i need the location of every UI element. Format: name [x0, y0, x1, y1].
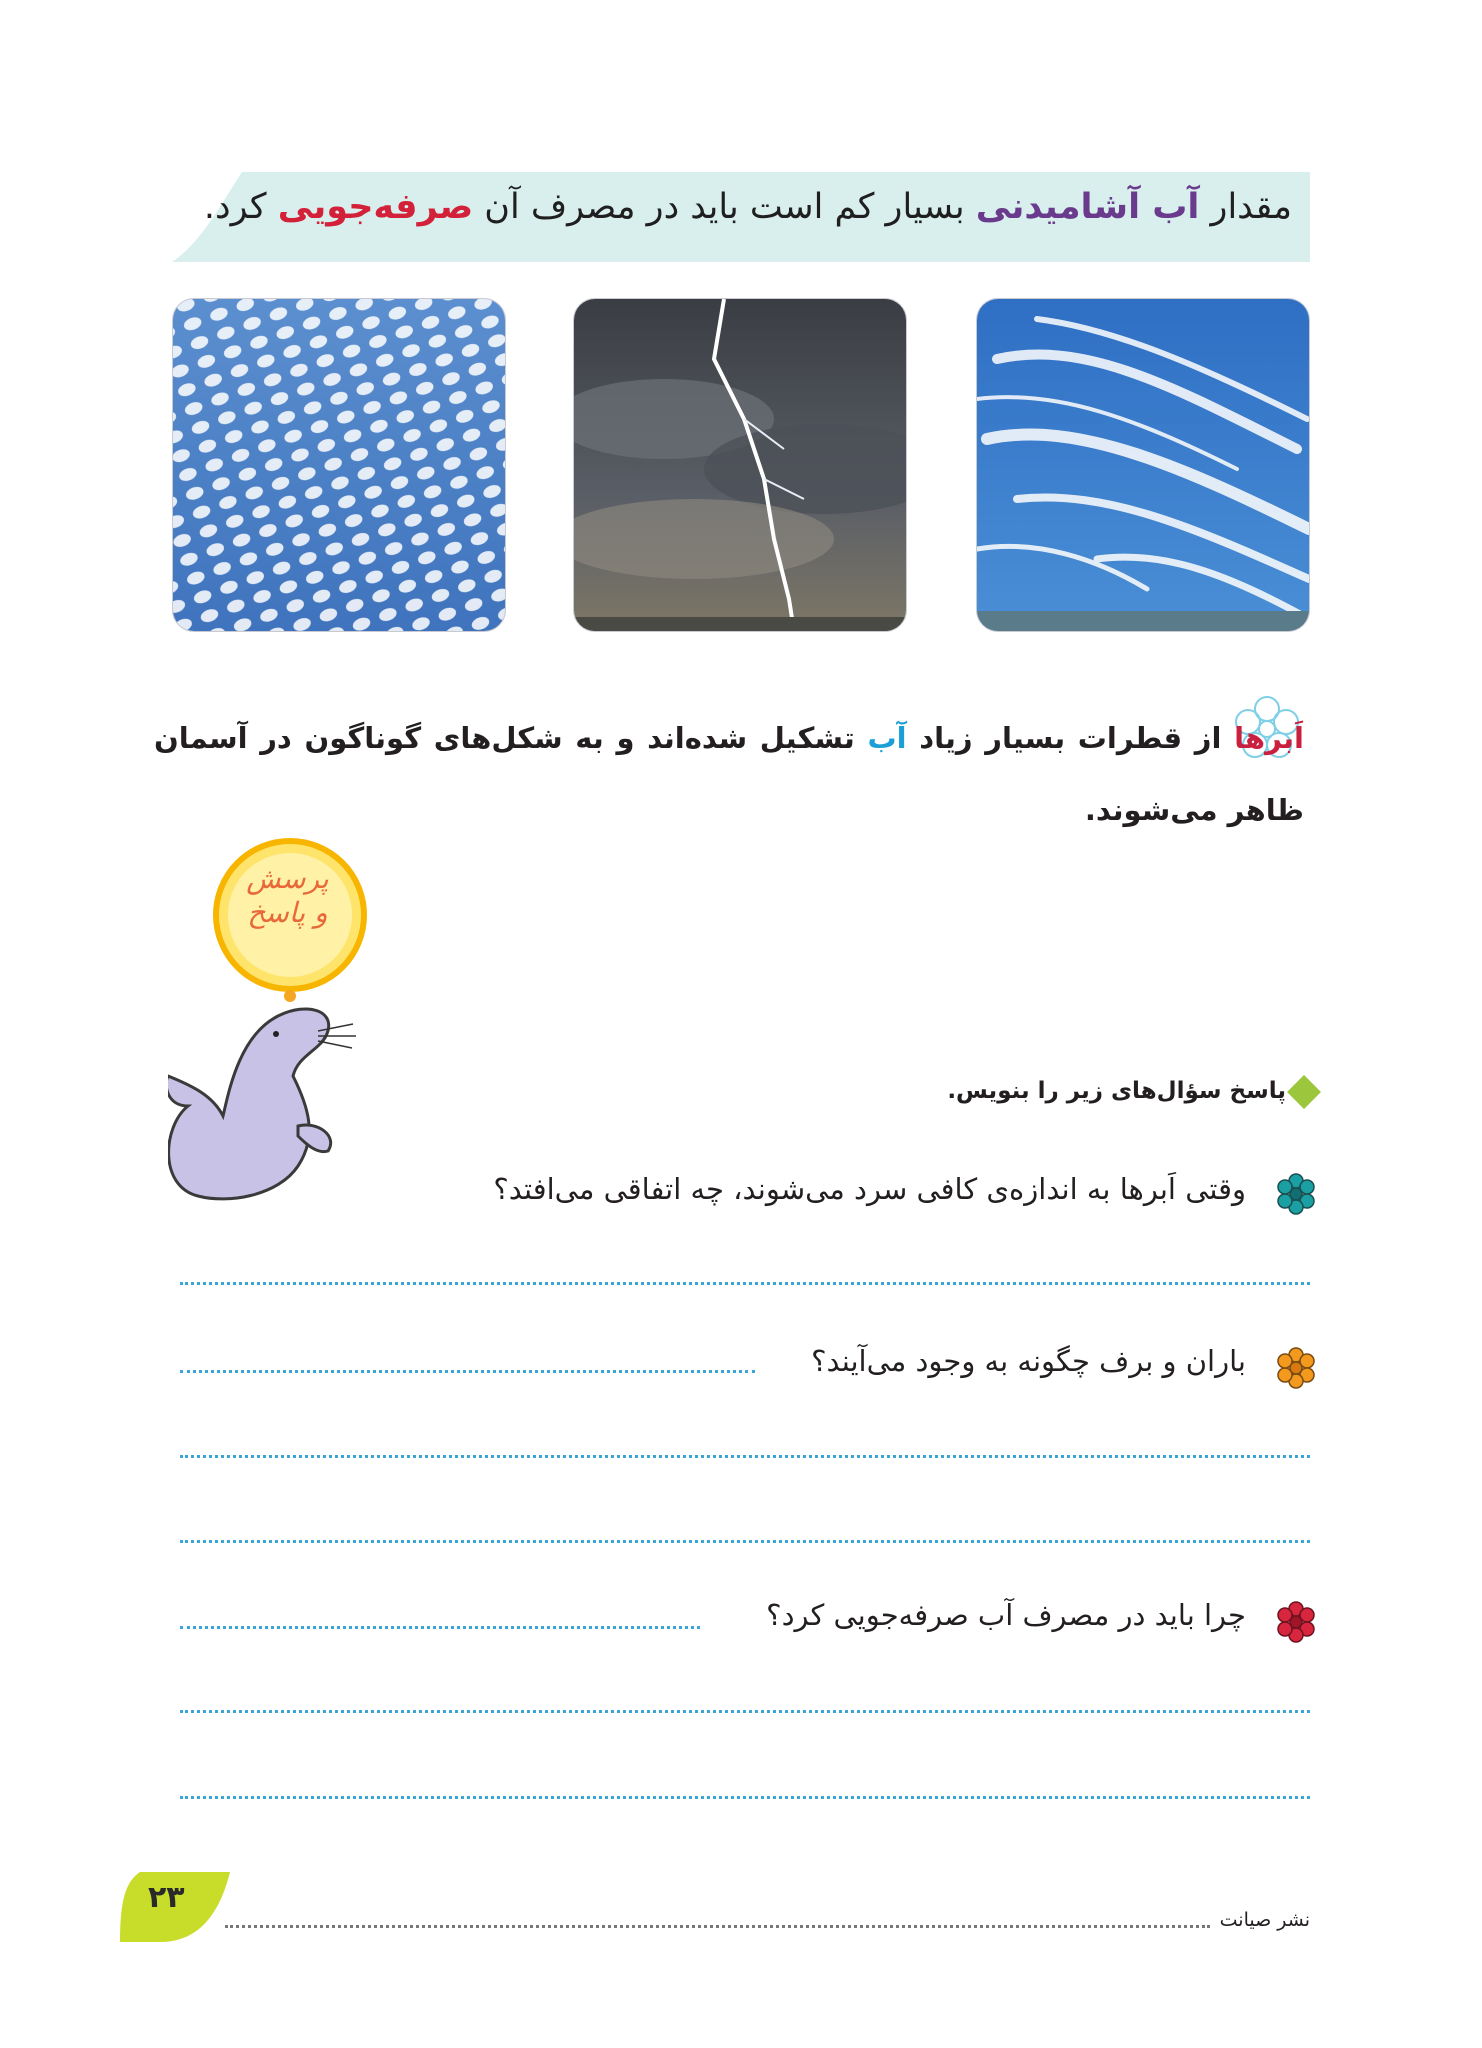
fact-paragraph — [154, 702, 1304, 846]
answer-line[interactable] — [180, 1540, 1310, 1543]
answer-line[interactable] — [180, 1282, 1310, 1285]
publisher-name: نشر صیانت — [1219, 1909, 1310, 1931]
altocumulus-clouds-photo — [172, 298, 506, 632]
banner-highlight-saving: صرفه‌جویی — [277, 187, 474, 227]
bubble-text — [210, 862, 365, 930]
footer-dotted-rule — [225, 1925, 1210, 1928]
instruction-text: پاسخ سؤال‌های زیر را بنویس. — [947, 1078, 1286, 1104]
fact-keyword-water: آب — [867, 721, 907, 755]
answer-line[interactable] — [180, 1370, 755, 1373]
storm-lightning-photo — [573, 298, 907, 632]
bubble-line-2: و پاسخ — [247, 896, 328, 929]
banner-text — [204, 187, 1292, 227]
banner-middle: بسیار کم است باید در مصرف آن — [473, 187, 976, 227]
answer-line[interactable] — [180, 1710, 1310, 1713]
banner-after: کرد. — [203, 187, 278, 227]
answer-line[interactable] — [180, 1796, 1310, 1799]
fact-keyword-clouds: اَبرها — [1234, 721, 1304, 755]
cirrus-clouds-photo — [976, 298, 1310, 632]
answer-line[interactable] — [180, 1455, 1310, 1458]
question-2: باران و برف چگونه به وجود می‌آیند؟ — [811, 1344, 1246, 1378]
answer-line[interactable] — [180, 1626, 700, 1629]
orange-flower-icon — [1274, 1346, 1318, 1390]
fact-text-2: تشکیل شده‌اند و به شکل‌های گوناگون در آسمان ظاهر می‌شوند. — [154, 721, 1304, 827]
page-number: ۲۳ — [148, 1880, 185, 1915]
banner-before: مقدار — [1199, 187, 1292, 227]
teal-flower-icon — [1274, 1172, 1318, 1216]
question-1: وقتی اَبرها به اندازه‌ی کافی سرد می‌شوند، چه اتفاقی می‌افتد؟ — [493, 1172, 1246, 1206]
bubble-line-1: پرسش — [246, 862, 329, 895]
question-3: چرا باید در مصرف آب صرفه‌جویی کرد؟ — [766, 1598, 1246, 1632]
banner-highlight-water: آب آشامیدنی — [975, 187, 1200, 227]
green-diamond-icon — [1287, 1075, 1321, 1109]
fact-text-1: از قطرات بسیار زیاد — [906, 721, 1235, 755]
red-flower-icon — [1274, 1600, 1318, 1644]
